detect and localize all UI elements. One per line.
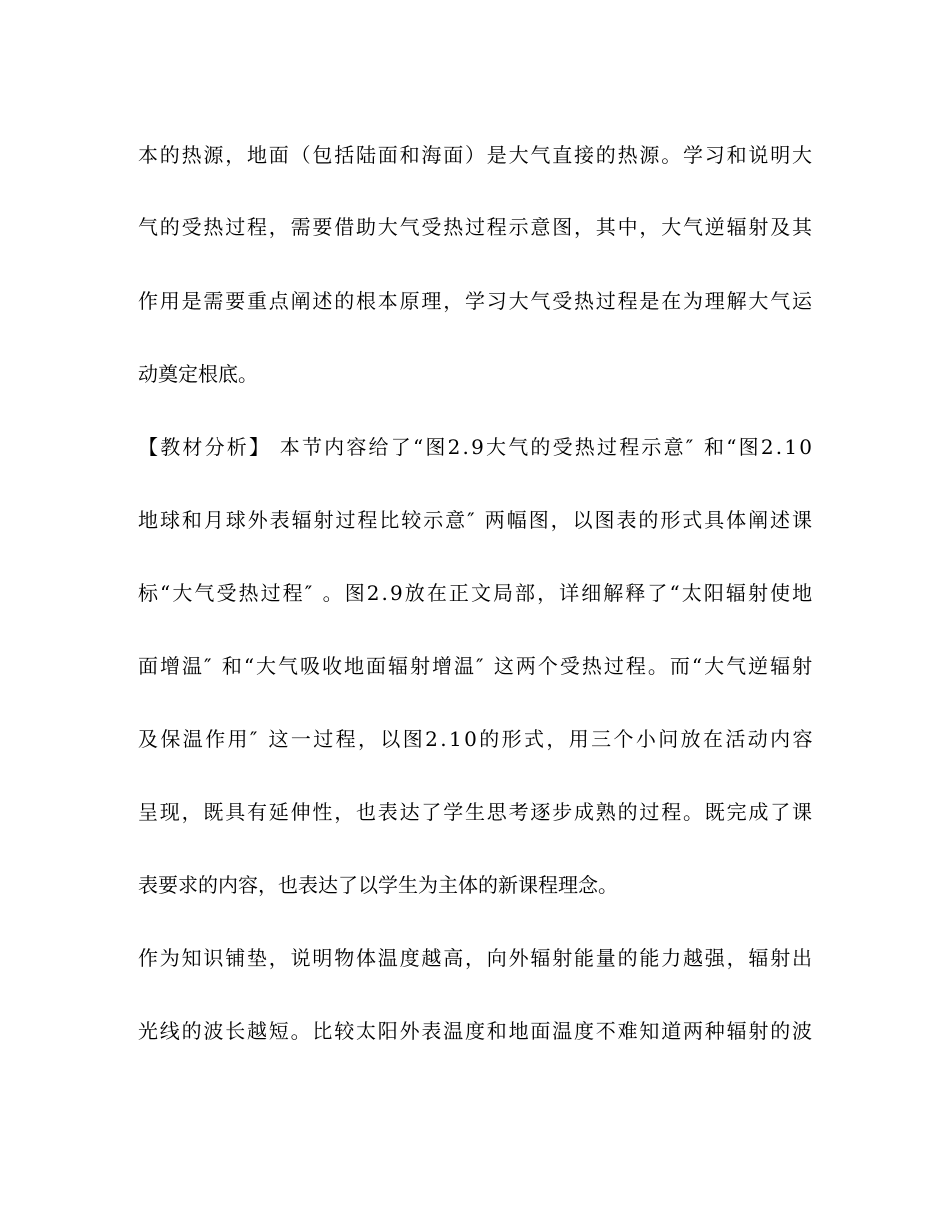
paragraph-line: 呈现，既具有延伸性，也表达了学生思考逐步成熟的过程。既完成了课 (138, 800, 814, 824)
paragraph-line: 面增温″ 和“大气吸收地面辐射增温″ 这两个受热过程。而“大气逆辐射 (138, 654, 815, 678)
paragraph-line: 作用是需要重点阐述的根本原理，学习大气受热过程是在为理解大气运 (138, 289, 814, 313)
paragraph-line: 作为知识铺垫，说明物体温度越高，向外辐射能量的能力越强，辐射出 (138, 946, 814, 970)
paragraph-line: 动奠定根底。 (138, 362, 258, 386)
paragraph-line: 地球和月球外表辐射过程比较示意″ 两幅图，以图表的形式具体阐述课 (138, 508, 814, 532)
paragraph-line: 标“大气受热过程″ 。图2.9放在正文局部，详细解释了“太阳辐射使地 (138, 581, 815, 605)
paragraph-line: 光线的波长越短。比较太阳外表温度和地面温度不难知道两种辐射的波 (138, 1019, 814, 1043)
paragraph-line: 表要求的内容，也表达了以学生为主体的新课程理念。 (138, 873, 618, 897)
paragraph-line: 气的受热过程，需要借助大气受热过程示意图，其中，大气逆辐射及其 (138, 215, 814, 239)
paragraph-line: 本的热源，地面（包括陆面和海面）是大气直接的热源。学习和说明大 (138, 143, 814, 167)
section-heading-line: 【教材分析】 本节内容给了“图2.9大气的受热过程示意″ 和“图2.10 (138, 435, 815, 459)
paragraph-line: 及保温作用″ 这一过程，以图2.10的形式，用三个小问放在活动内容 (138, 727, 815, 751)
